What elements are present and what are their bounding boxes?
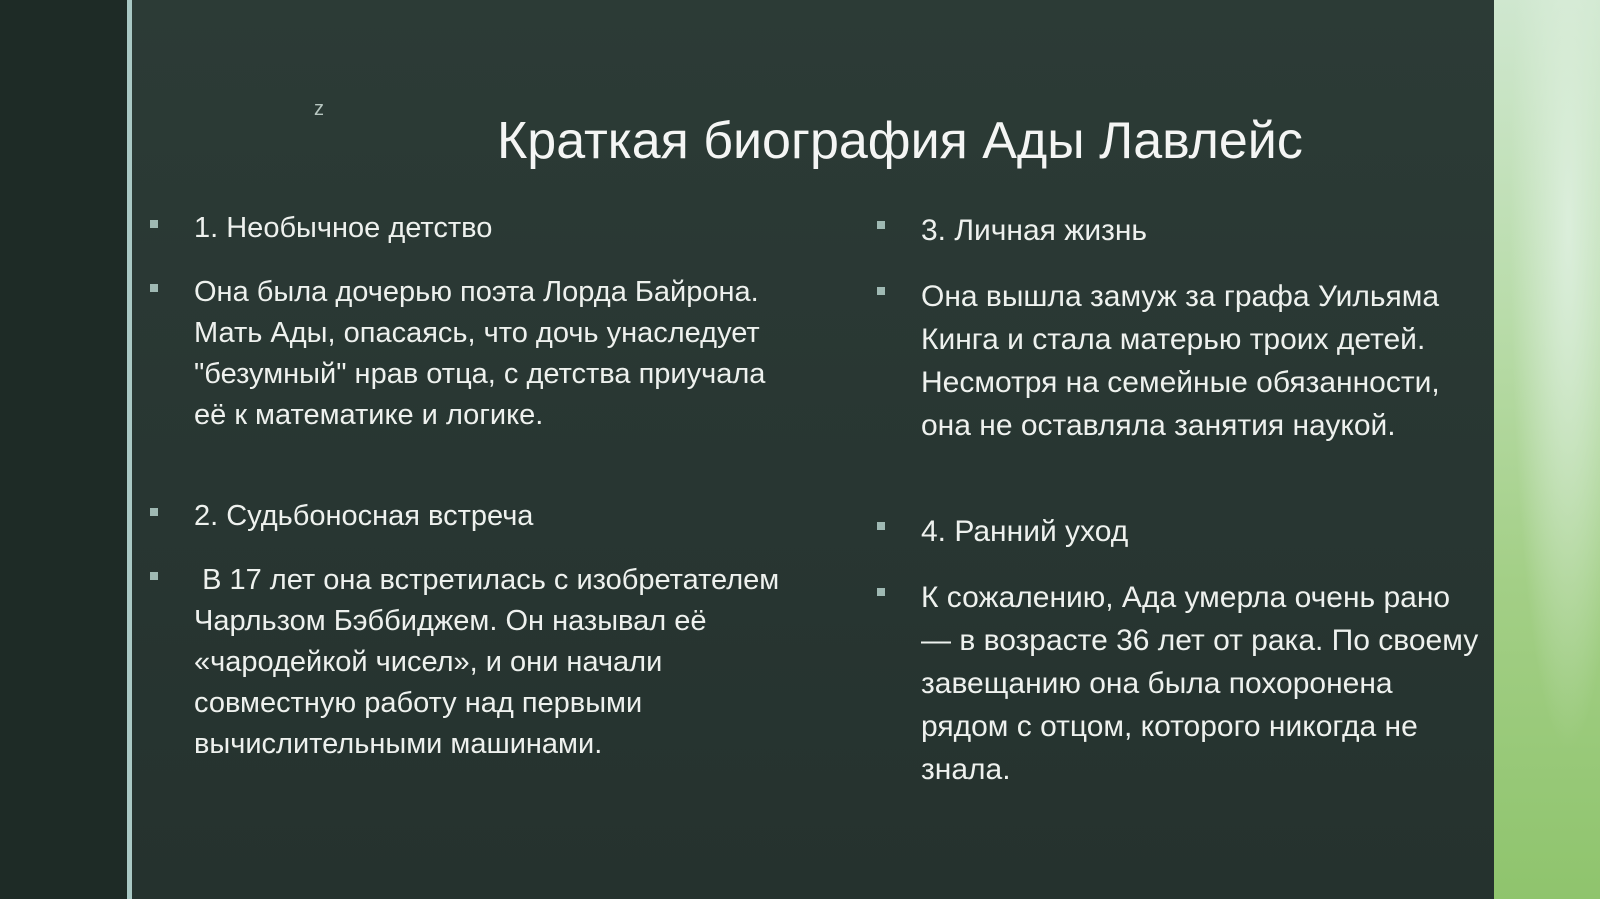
paragraph-personal-life: Она вышла замуж за графа Уильяма Кинга и стала матерью троих детей. Несмотря на семейные обязанности, она не оставляла занятия наукой. [921, 280, 1440, 442]
right-green-band [1494, 0, 1600, 899]
heading-personal-life: 3. Личная жизнь [921, 214, 1148, 247]
bullet-icon [150, 508, 158, 516]
paragraph-meeting: В 17 лет она встретилась с изобретателем Чарльзом Бэббиджем. Он называл её «чародейкой чисел», и они начали совместную работу над первыми вычислительными машинами. [194, 564, 788, 760]
bullet-icon [877, 522, 885, 530]
bullet-icon [877, 287, 885, 295]
bullet-icon [150, 220, 158, 228]
paragraph-childhood: Она была дочерью поэта Лорда Байрона. Мать Ады, опасаясь, что дочь унаследует "безумный" нрав отца, с детства приучала её к математике и логике. [194, 276, 766, 431]
bullet-icon [877, 221, 885, 229]
slide-title: Краткая биография Ады Лавлейс [497, 112, 1303, 170]
bullet-icon [150, 572, 158, 580]
bullet-icon [150, 284, 158, 292]
bullet-icon [877, 588, 885, 596]
heading-early-death: 4. Ранний уход [921, 515, 1129, 548]
corner-mark: z [314, 98, 325, 120]
heading-childhood: 1. Необычное детство [194, 212, 493, 244]
heading-meeting: 2. Судьбоносная встреча [194, 500, 534, 532]
left-dark-band [0, 0, 127, 899]
paragraph-early-death: К сожалению, Ада умерла очень рано — в возрасте 36 лет от рака. По своему завещанию она была похоронена рядом с отцом, которого никогда не знала. [921, 581, 1479, 786]
